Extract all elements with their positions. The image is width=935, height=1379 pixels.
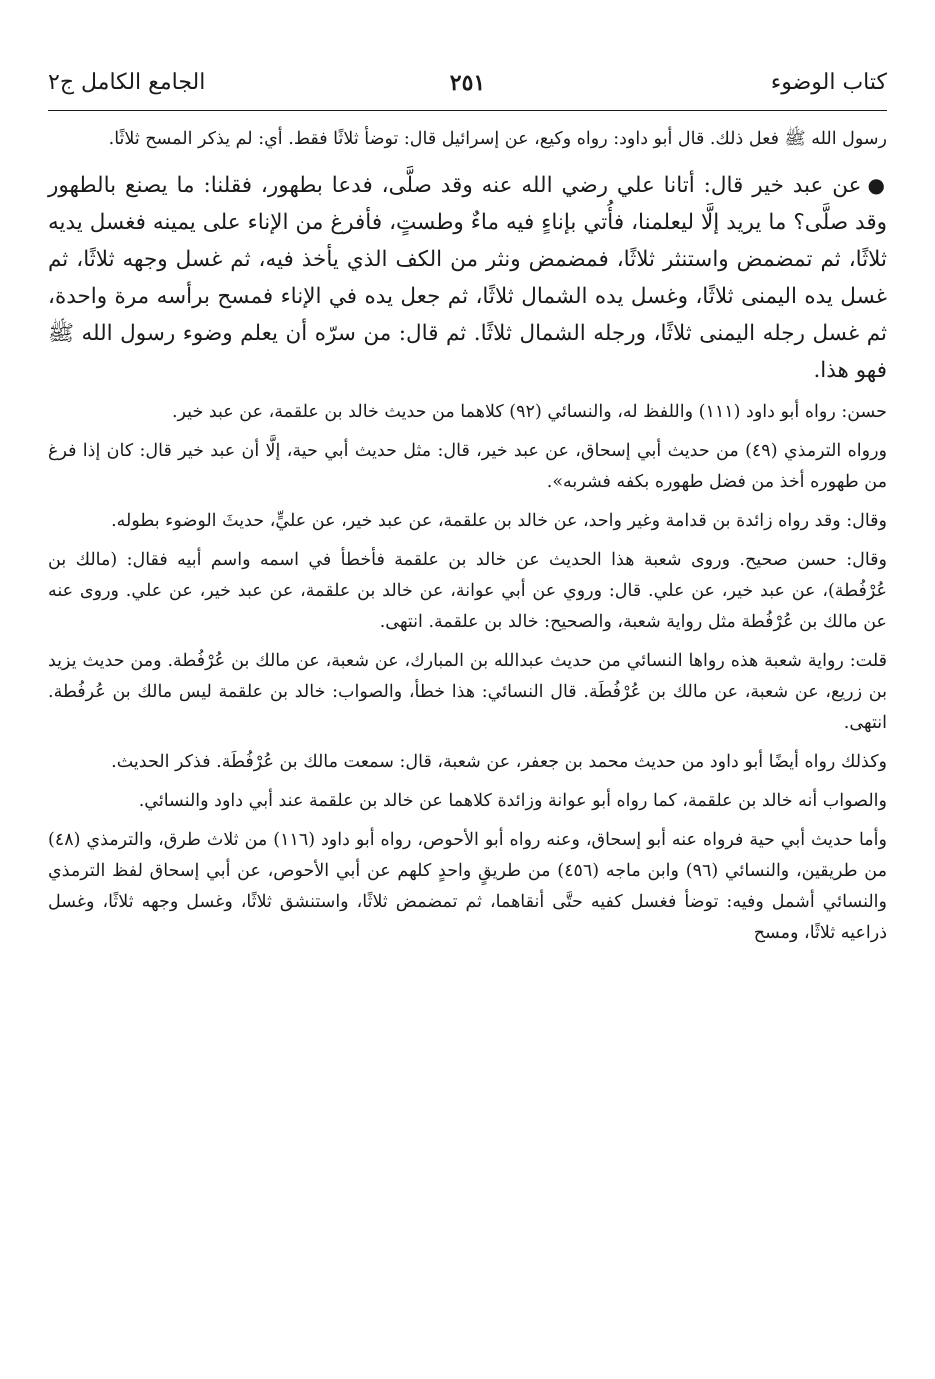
- book-title: الجامع الكامل ج٢: [48, 70, 206, 95]
- chapter-title: كتاب الوضوء: [770, 70, 887, 95]
- paragraph: حسن: رواه أبو داود (١١١) واللفظ له، والنسائي (٩٢) كلاهما من حديث خالد بن علقمة، عن عبد خير.: [171, 402, 887, 422]
- page-body: [48, 124, 887, 957]
- hadith-paragraph: ●عن عبد خير قال: أتانا علي رضي الله عنه وقد صلَّى، فدعا بطهور، فقلنا: ما يصنع بالطهور وقد صلَّى؟ ما يريد إلَّا ليعلمنا، فأُتي بإناءٍ فيه ماءٌ وطستٍ، فأفرغ من الإناء على يمينه فغسل يديه ثلاثًا، ثم تمضمض واستنثر ثلاثًا، فمضمض ونثر من الكف الذي يأخذ فيه، ثم غسل وجهه ثلاثًا، ثم غسل يده اليمنى ثلاثًا، وغسل يده الشمال ثلاثًا، ثم جعل يده في الإناء فمسح برأسه مرة واحدة، ثم غسل رجله اليمنى ثلاثًا، ورجله الشمال ثلاثًا. ثم قال: من سرّه أن يعلم وضوء رسول الله ﷺ فهو هذا.: [48, 173, 888, 383]
- paragraph: وكذلك رواه أيضًا أبو داود من حديث محمد بن جعفر، عن شعبة، قال: سمعت مالك بن عُرْفُطَة. فذكر الحديث.: [111, 752, 887, 772]
- paragraph: ورواه الترمذي (٤٩) من حديث أبي إسحاق، عن عبد خير، قال: مثل حديث أبي حية، إلَّا أن عبد خير قال: كان إذا فرغ من طهوره أخذ من فضل طهوره بكفه فشربه».: [48, 441, 887, 492]
- paragraph: وأما حديث أبي حية فرواه عنه أبو إسحاق، وعنه رواه أبو الأحوص، رواه أبو داود (١١٦) من ثلاث طرق، والترمذي (٤٨) من طريقين، والنسائي (٩٦) وابن ماجه (٤٥٦) من طريقٍ واحدٍ كلهم عن أبي الأحوص، عن أبي إسحاق لفظ الترمذي والنسائي أشمل وفيه: توضأ فغسل كفيه حتَّى أنقاهما، ثم تمضمض ثلاثًا، واستنشق ثلاثًا، وغسل وجهه ثلاثًا، وغسل ذراعيه ثلاثًا، ومسح: [48, 830, 887, 943]
- paragraph: رسول الله ﷺ فعل ذلك. قال أبو داود: رواه وكيع، عن إسرائيل قال: توضأ ثلاثًا فقط. أي: لم يذكر المسح ثلاثًا.: [108, 129, 887, 149]
- bullet-icon: ●: [867, 173, 888, 197]
- page-number: ٢٥١: [449, 70, 486, 96]
- paragraph: قلت: رواية شعبة هذه رواها النسائي من حديث عبدالله بن المبارك، عن شعبة، عن مالك بن عُرْفُطة. ومن حديث يزيد بن زريع، عن شعبة، عن مالك بن عُرْفُطَة. قال النسائي: هذا خطأ، والصواب: خالد بن علقمة ليس مالك بن عُرفُطة. انتهى.: [48, 651, 887, 733]
- paragraph: وقال: حسن صحيح. وروى شعبة هذا الحديث عن خالد بن علقمة فأخطأ في اسمه واسم أبيه فقال: (مالك بن عُرْفُطة)، عن عبد خير، عن علي. قال: وروي عن أبي عوانة، عن خالد بن علقمة، عن عبد خير، عن علي. وروى عنه عن مالك بن عُرْفُطة مثل رواية شعبة، والصحيح: خالد بن علقمة. انتهى.: [48, 550, 887, 632]
- paragraph: وقال: وقد رواه زائدة بن قدامة وغير واحد، عن خالد بن علقمة، عن عبد خير، عن عليٍّ، حديثَ الوضوء بطوله.: [111, 511, 887, 531]
- page-header: [48, 62, 887, 111]
- paragraph: والصواب أنه خالد بن علقمة، كما رواه أبو عوانة وزائدة كلاهما عن خالد بن علقمة عند أبي داود والنسائي.: [138, 791, 887, 811]
